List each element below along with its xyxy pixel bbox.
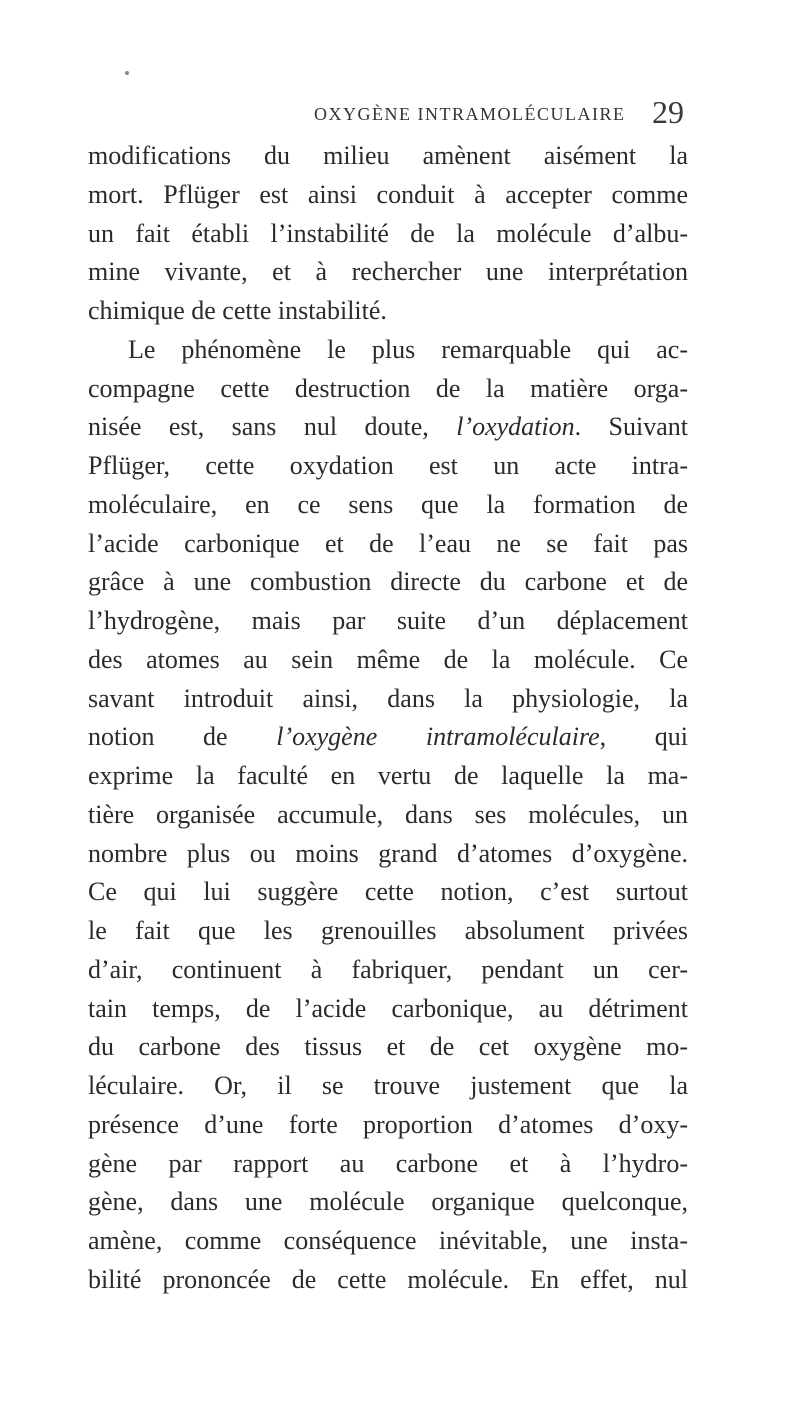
body-text	[88, 137, 688, 1300]
text-line: un fait établi l’instabilité de la molécule d’albu-	[88, 218, 688, 248]
text-line: tain temps, de l’acide carbonique, au détriment	[88, 993, 688, 1023]
text-line: exprime la faculté en vertu de laquelle la ma-	[88, 761, 688, 790]
text-line: léculaire. Or, il se trouve justement que la	[88, 1071, 688, 1100]
text-span: notion de	[88, 722, 277, 752]
text-line: grâce à une combustion directe du carbone et de	[88, 567, 688, 597]
text-line-with-italic	[88, 408, 688, 447]
text-line: moléculaire, en ce sens que la formation de	[88, 489, 688, 519]
text-line: nombre plus ou moins grand d’atomes d’oxygène.	[88, 838, 688, 868]
print-speck	[125, 71, 129, 75]
text-line: l’hydrogène, mais par suite d’un déplacement	[88, 606, 688, 635]
text-line: du carbone des tissus et de cet oxygène mo-	[88, 1032, 688, 1062]
text-line: mine vivante, et à rechercher une interprétation	[88, 257, 688, 287]
text-line: chimique de cette instabilité.	[88, 296, 387, 325]
text-line: gène, dans une molécule organique quelconque,	[88, 1187, 688, 1217]
text-line: Le phénomène le plus remarquable qui ac-	[128, 334, 688, 364]
text-line: amène, comme conséquence inévitable, une insta-	[88, 1226, 688, 1255]
text-line: tière organisée accumule, dans ses molécules, un	[88, 799, 688, 829]
text-span: nisée est, sans nul doute,	[88, 412, 457, 442]
text-line: bilité prononcée de cette molécule. En effet, nul	[88, 1264, 688, 1294]
text-line: mort. Pflüger est ainsi conduit à accepter comme	[88, 179, 688, 209]
text-line: des atomes au sein même de la molécule. Ce	[88, 644, 688, 674]
text-line-with-italic	[88, 718, 688, 757]
italic-term: l’oxydation	[456, 412, 575, 442]
text-line: savant introduit ainsi, dans la physiologie, la	[88, 683, 688, 713]
text-line: Pflüger, cette oxydation est un acte intra-	[88, 451, 688, 480]
text-span: . Suivant	[574, 412, 688, 442]
italic-term: l’oxygène intramoléculaire	[276, 722, 600, 752]
text-line: gène par rapport au carbone et à l’hydro-	[88, 1148, 688, 1178]
text-line: Ce qui lui suggère cette notion, c’est surtout	[88, 877, 688, 907]
text-line: le fait que les grenouilles absolument privées	[88, 916, 688, 945]
text-line: d’air, continuent à fabriquer, pendant un cer-	[88, 954, 688, 984]
text-line: compagne cette destruction de la matière orga-	[88, 373, 688, 403]
page-number: 29	[652, 94, 684, 130]
page-header	[0, 94, 801, 134]
text-line: l’acide carbonique et de l’eau ne se fait pas	[88, 528, 688, 558]
text-line: présence d’une forte proportion d’atomes d’oxy-	[88, 1109, 688, 1139]
text-span: , qui	[599, 722, 688, 752]
running-title: OXYGÈNE INTRAMOLÉCULAIRE	[314, 104, 626, 124]
text-line: modifications du milieu amènent aisément la	[88, 141, 688, 170]
